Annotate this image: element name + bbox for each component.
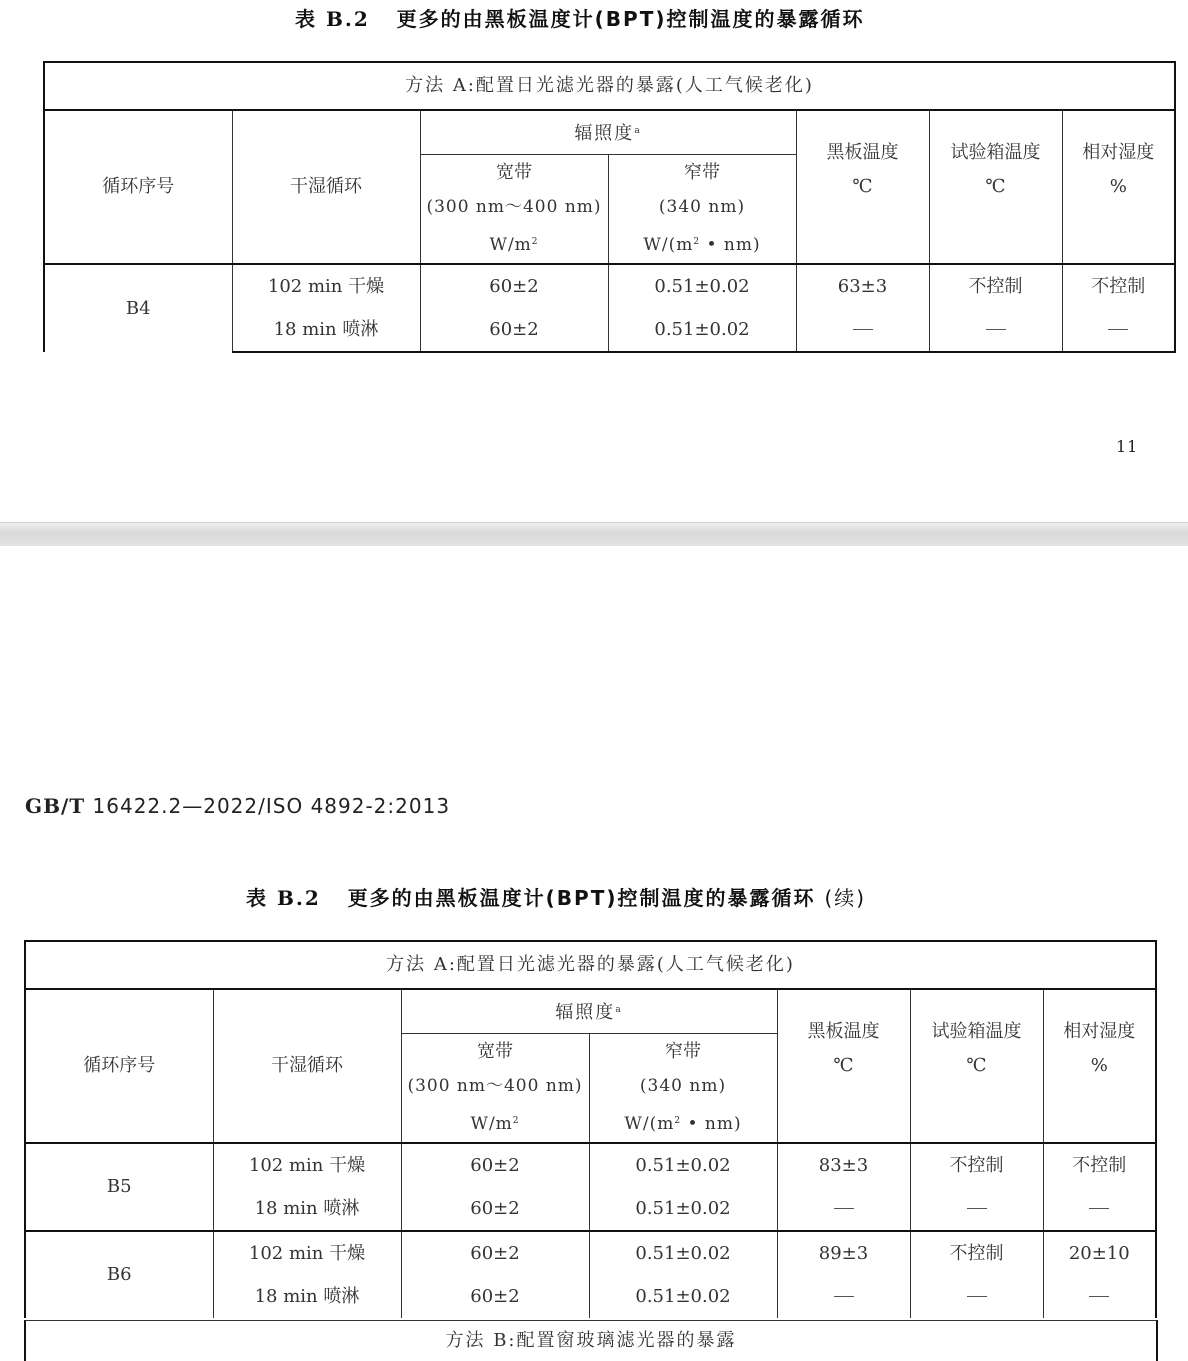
rh-cell: 不控制 <box>1062 264 1175 308</box>
rh-cell <box>1043 1187 1156 1231</box>
table-row <box>44 264 1175 308</box>
chamber-cell <box>910 1275 1043 1318</box>
cycle-id: B4 <box>44 264 232 352</box>
bpt-header: 黑板温度 ℃ <box>777 989 910 1143</box>
irradiance-header: 辐照度$^a$ <box>420 110 796 155</box>
page-top <box>0 0 1188 522</box>
bpt-cell <box>777 1187 910 1231</box>
wet-dry-header: 干湿循环 <box>213 989 401 1143</box>
cycle-no-header: 循环序号 <box>25 989 213 1143</box>
bpt-header: 黑板温度 ℃ <box>796 110 929 264</box>
broadband-header: 宽带 (300 nm～400 nm) $W/m^2$ <box>401 1034 589 1144</box>
footnote-a: a <box>634 126 642 136</box>
cycle-cell: 102 min 干燥 <box>213 1143 401 1187</box>
chamber-cell <box>929 308 1062 352</box>
standard-code: GB/T 16422.2—2022/ISO 4892-2:2013 <box>25 794 451 818</box>
cycle-id: B6 <box>25 1231 213 1318</box>
broad-cell: 60±2 <box>401 1187 589 1231</box>
rh-cell <box>1062 308 1175 352</box>
cycle-id: B5 <box>25 1143 213 1231</box>
narrow-cell: 0.51±0.02 <box>608 308 796 352</box>
bpt-cell <box>777 1275 910 1318</box>
chamber-header: 试验箱温度 ℃ <box>910 989 1043 1143</box>
page-bottom <box>0 546 1188 1351</box>
cycle-cell: 18 min 喷淋 <box>213 1187 401 1231</box>
narrow-cell: 0.51±0.02 <box>589 1187 777 1231</box>
method-b-header: 方法 B:配置窗玻璃滤光器的暴露 <box>24 1320 1158 1361</box>
narrow-cell: 0.51±0.02 <box>589 1143 777 1187</box>
bpt-cell: 89±3 <box>777 1231 910 1275</box>
irradiance-header: 辐照度$^a$ <box>401 989 777 1034</box>
chamber-header: 试验箱温度 ℃ <box>929 110 1062 264</box>
wet-dry-header: 干湿循环 <box>232 110 420 264</box>
rh-header: 相对湿度 % <box>1043 989 1156 1143</box>
bpt-cell <box>796 308 929 352</box>
narrow-cell: 0.51±0.02 <box>589 1275 777 1318</box>
exposure-table <box>43 61 1176 353</box>
rh-header: 相对湿度 % <box>1062 110 1175 264</box>
narrowband-header: 窄带 (340 nm) $W/(m^2$ • nm) <box>589 1034 777 1144</box>
dash <box>853 329 873 330</box>
rh-cell <box>1043 1275 1156 1318</box>
broad-cell: 60±2 <box>420 264 608 308</box>
cycle-cell: 18 min 喷淋 <box>213 1275 401 1318</box>
chamber-cell <box>910 1187 1043 1231</box>
table-caption: 表 B.2 更多的由黑板温度计(BPT)控制温度的暴露循环 (续) <box>246 886 867 910</box>
narrow-cell: 0.51±0.02 <box>608 264 796 308</box>
chamber-cell: 不控制 <box>910 1231 1043 1275</box>
bpt-cell: 83±3 <box>777 1143 910 1187</box>
rh-cell: 20±10 <box>1043 1231 1156 1275</box>
cycle-cell: 102 min 干燥 <box>213 1231 401 1275</box>
cycle-no-header: 循环序号 <box>44 110 232 264</box>
exposure-table-continued <box>24 940 1157 1318</box>
table-row <box>25 1231 1156 1275</box>
chamber-cell: 不控制 <box>910 1143 1043 1187</box>
page-separator <box>0 522 1188 548</box>
chamber-cell: 不控制 <box>929 264 1062 308</box>
narrowband-header: 窄带 (340 nm) $W/(m^2$ • nm) <box>608 155 796 265</box>
narrow-cell: 0.51±0.02 <box>589 1231 777 1275</box>
method-a-header: 方法 A:配置日光滤光器的暴露(人工气候老化) <box>25 941 1156 989</box>
table-row <box>25 1143 1156 1187</box>
broadband-header: 宽带 (300 nm～400 nm) $W/m^2$ <box>420 155 608 265</box>
broad-cell: 60±2 <box>420 308 608 352</box>
bpt-cell: 63±3 <box>796 264 929 308</box>
method-a-header: 方法 A:配置日光滤光器的暴露(人工气候老化) <box>44 62 1175 110</box>
table-caption: 表 B.2 更多的由黑板温度计(BPT)控制温度的暴露循环 <box>295 7 865 31</box>
cycle-cell: 102 min 干燥 <box>232 264 420 308</box>
page-number: 11 <box>1116 437 1139 456</box>
cycle-cell: 18 min 喷淋 <box>232 308 420 352</box>
broad-cell: 60±2 <box>401 1275 589 1318</box>
rh-cell: 不控制 <box>1043 1143 1156 1187</box>
broad-cell: 60±2 <box>401 1143 589 1187</box>
broad-cell: 60±2 <box>401 1231 589 1275</box>
